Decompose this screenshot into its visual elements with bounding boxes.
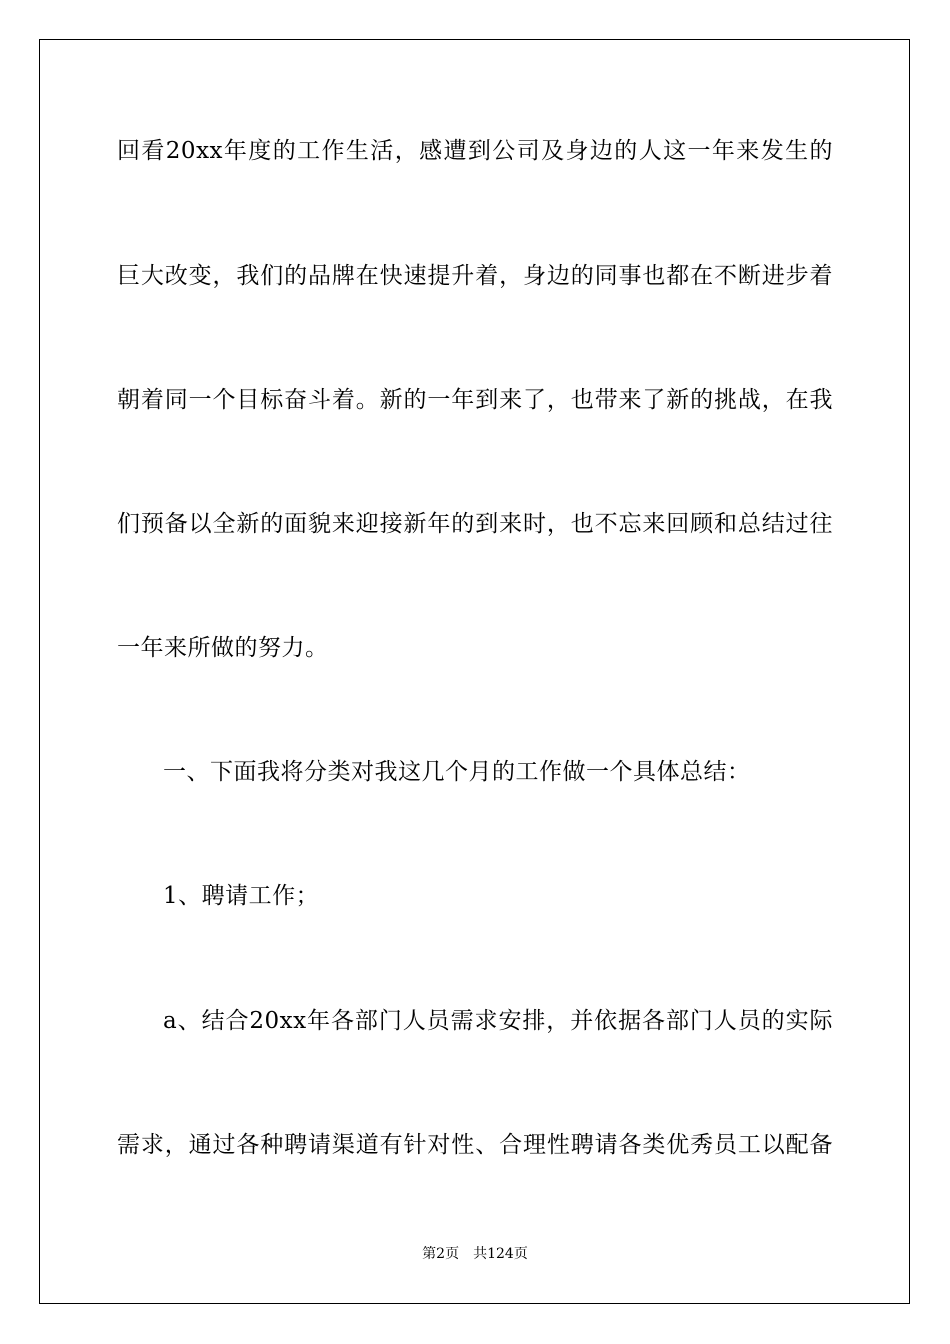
page-footer bbox=[0, 1245, 950, 1263]
page-total: 共124页 bbox=[473, 1246, 528, 1262]
paragraph-line-3: 朝着同一个目标奋斗着。新的一年到来了，也带来了新的挑战，在我 bbox=[117, 387, 833, 413]
paragraph-line-4: 们预备以全新的面貌来迎接新年的到来时，也不忘来回顾和总结过往 bbox=[117, 511, 833, 537]
paragraph-line-1: 回看20xx年度的工作生活，感遭到公司及身边的人这一年来发生的 bbox=[117, 138, 833, 164]
paragraph-line-2: 巨大改变，我们的品牌在快速提升着，身边的同事也都在不断进步着 bbox=[117, 263, 833, 289]
subsection-heading: 1、聘请工作； bbox=[163, 883, 320, 909]
paragraph-line-5: 一年来所做的努力。 bbox=[117, 635, 329, 661]
section-heading: 一、下面我将分类对我这几个月的工作做一个具体总结： bbox=[163, 759, 751, 785]
paragraph-line-7: 需求，通过各种聘请渠道有针对性、合理性聘请各类优秀员工以配备 bbox=[117, 1132, 833, 1158]
page-number: 第2页 bbox=[422, 1246, 460, 1262]
page-border bbox=[39, 39, 910, 1304]
paragraph-line-6: a、结合20xx年各部门人员需求安排，并依据各部门人员的实际 bbox=[163, 1008, 833, 1034]
